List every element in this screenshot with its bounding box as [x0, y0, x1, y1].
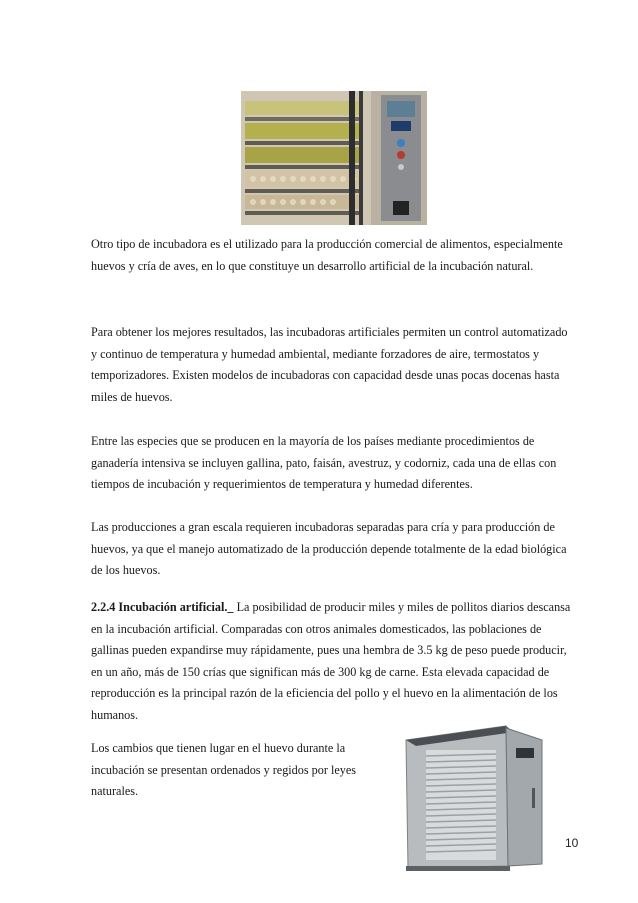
paragraph-artificial-incubation	[91, 597, 571, 726]
paragraph-commercial-incubator: Otro tipo de incubadora es el utilizado para la producción comercial de alimentos, especialmente huevos y cría de aves, en lo que constituye un desarrollo artificial de la incubación natural.	[91, 237, 563, 273]
section-body: La posibilidad de producir miles y miles de pollitos diarios descansa en la incubación artificial. Comparadas con otros animales domesticados, las poblaciones de gallinas pueden expandirse muy rápidamente, pues una hembra de 3.5 kg de peso puede producir, en un año, más de 150 crías que significan más de 300 kg de carne. Esta elevada capacidad de reproducción es la principal razón de la eficiencia del pollo y el huevo en la alimentación de los humanos.	[91, 600, 571, 722]
incubator-rack-image	[241, 91, 427, 225]
paragraph-best-results: Para obtener los mejores resultados, las incubadoras artificiales permiten un control automatizado y continuo de temperatura y humedad ambiental, mediante forzadores de aire, termostatos y temporizadores. Existen modelos de incubadoras con capacidad desde unas pocas docenas hasta miles de huevos.	[91, 325, 568, 404]
paragraph-egg-changes: Los cambios que tienen lugar en el huevo durante la incubación se presentan ordenados y regidos por leyes naturales.	[91, 741, 356, 798]
paragraph-large-scale: Las producciones a gran escala requieren incubadoras separadas para cría y para producción de huevos, ya que el manejo automatizado de la producción depende totalmente de la edad biológica de los huevos.	[91, 520, 567, 577]
cabinet-incubator-image	[396, 718, 551, 875]
section-heading: 2.2.4 Incubación artificial._	[91, 600, 234, 614]
paragraph-species: Entre las especies que se producen en la mayoría de los países mediante procedimientos de ganadería intensiva se incluyen gallina, pato, faisán, avestruz, y codorniz, cada una de ellas con tiempos de incubación y requerimientos de temperatura y humedad diferentes.	[91, 434, 557, 491]
page-number: 10	[565, 836, 579, 850]
